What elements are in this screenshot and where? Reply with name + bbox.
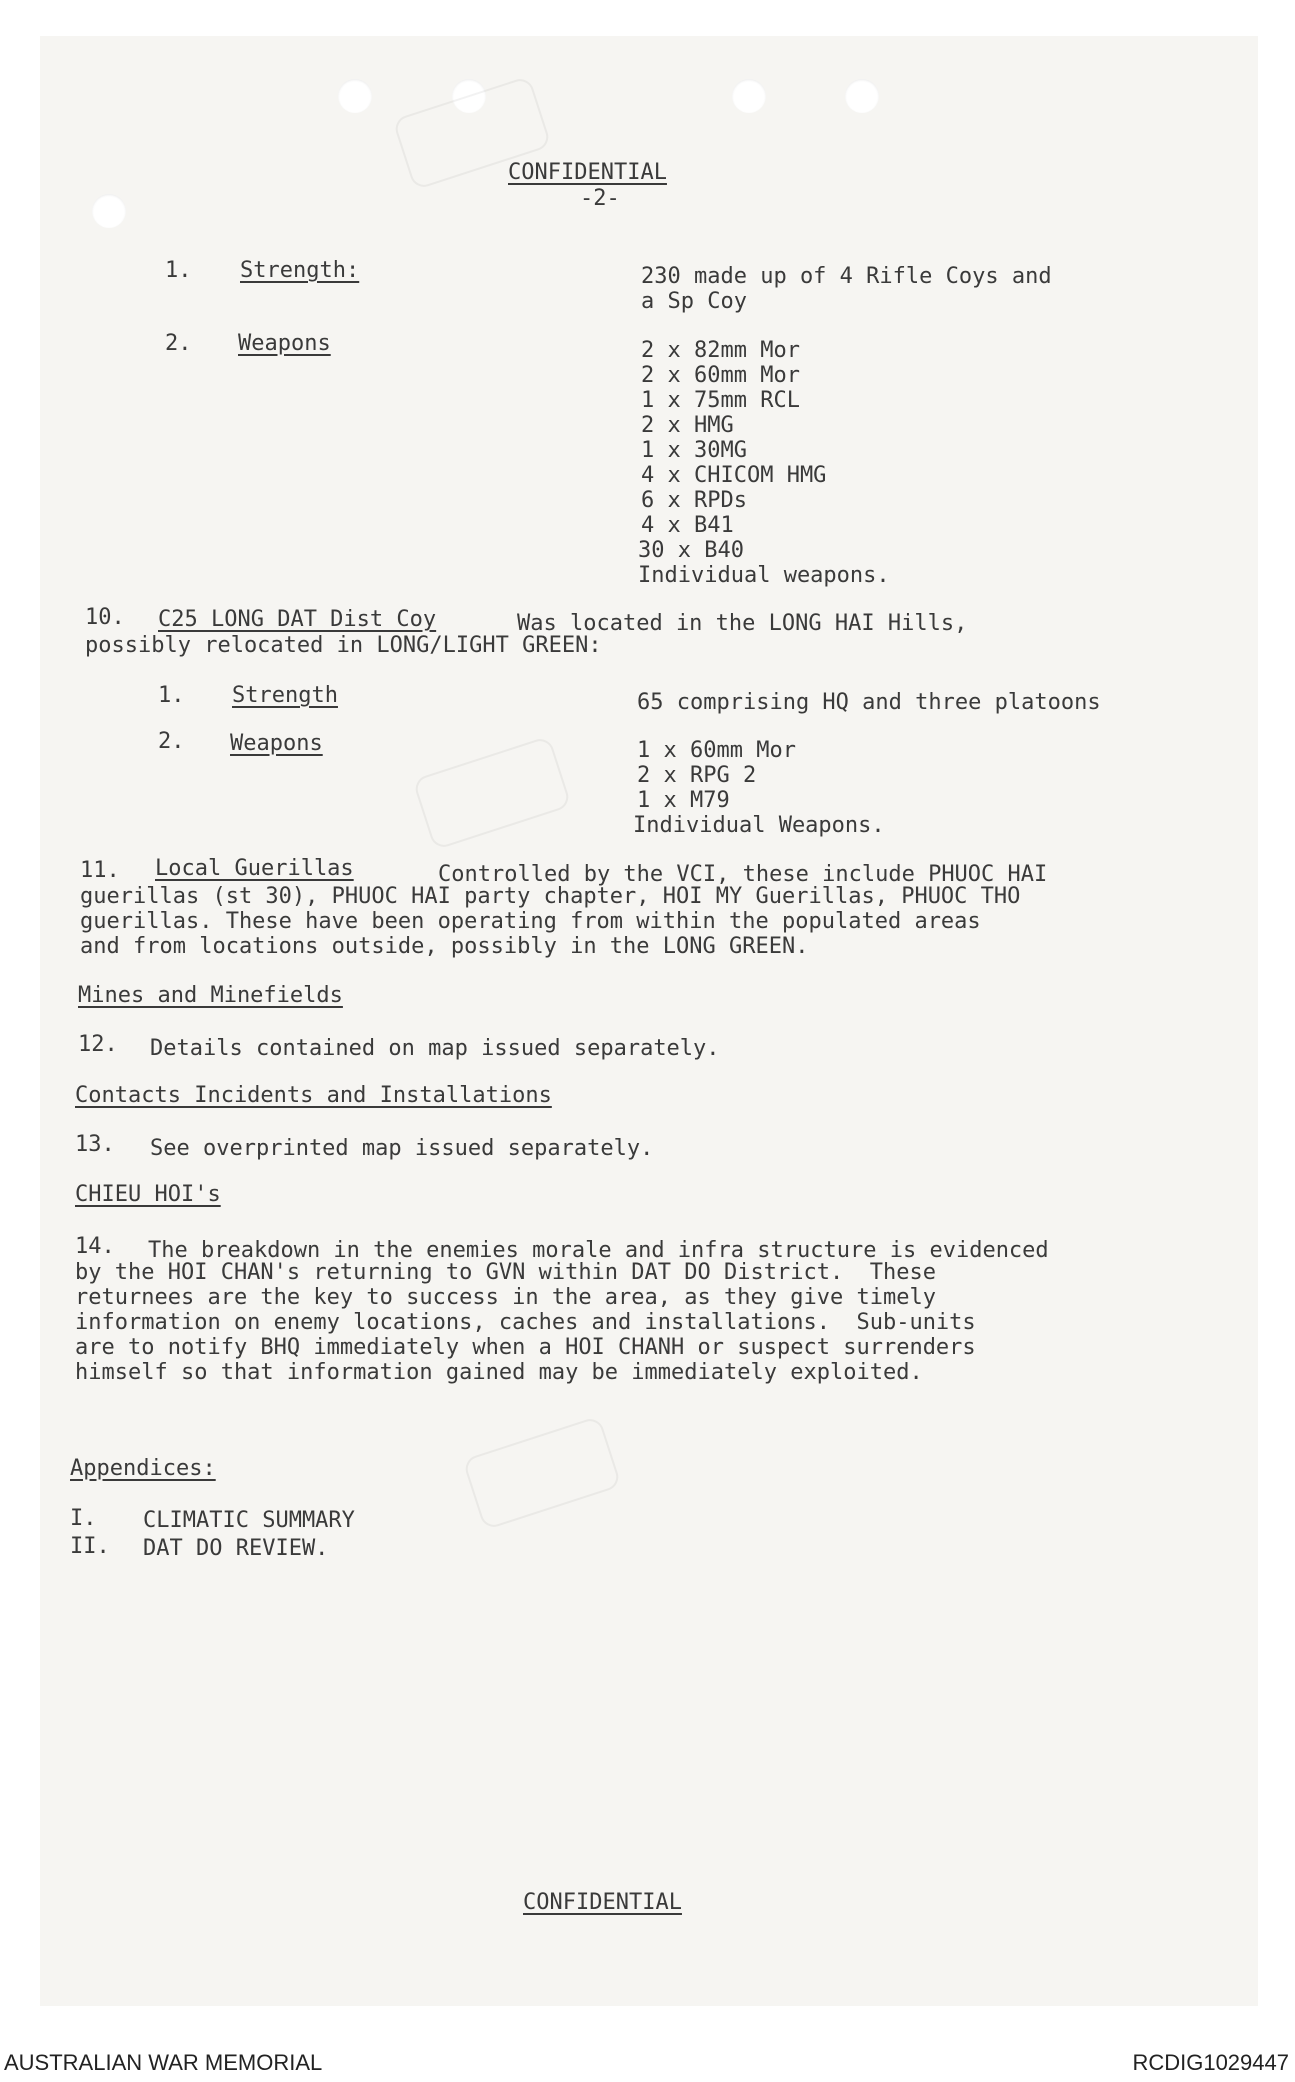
weapon-item: 1 x M79	[637, 788, 730, 813]
para11-title: Local Guerillas	[155, 856, 354, 881]
appendix-number: II.	[70, 1534, 110, 1559]
weapon-item: 4 x CHICOM HMG	[641, 463, 827, 488]
para10-strength-value: 65 comprising HQ and three platoons	[637, 690, 1101, 715]
weapon-item: 2 x HMG	[641, 413, 734, 438]
para10-strength-number: 1.	[158, 683, 185, 708]
contacts-text: See overprinted map issued separately.	[150, 1136, 654, 1161]
contacts-heading: Contacts Incidents and Installations	[75, 1083, 552, 1108]
contacts-number: 13.	[75, 1132, 115, 1157]
chieu-line: information on enemy locations, caches and installations. Sub-units	[75, 1310, 976, 1335]
punch-hole	[845, 79, 879, 113]
punch-hole	[732, 79, 766, 113]
weapon-item: 2 x 82mm Mor	[641, 338, 800, 363]
document-page	[40, 36, 1258, 2006]
para11-line: guerillas (st 30), PHUOC HAI party chapter, HOI MY Guerillas, PHUOC THO	[80, 884, 1021, 909]
weapon-item: Individual Weapons.	[633, 813, 885, 838]
classification-footer: CONFIDENTIAL	[523, 1890, 682, 1915]
weapon-item: 4 x B41	[641, 513, 734, 538]
classification-header: CONFIDENTIAL	[508, 160, 667, 185]
weapon-item: 1 x 60mm Mor	[637, 738, 796, 763]
para10-title: C25 LONG DAT Dist Coy	[158, 607, 437, 632]
strength-line: a Sp Coy	[641, 289, 747, 314]
weapons-label: Weapons	[238, 331, 331, 356]
weapons-number: 2.	[165, 331, 192, 356]
weapon-item: 2 x 60mm Mor	[641, 363, 800, 388]
chieu-line: The breakdown in the enemies morale and infra structure is evidenced	[148, 1238, 1049, 1263]
para10-text: Was located in the LONG HAI Hills,	[517, 611, 968, 636]
para11-number: 11.	[80, 858, 120, 883]
strength-line: 230 made up of 4 Rifle Coys and	[641, 264, 1052, 289]
chieu-line: are to notify BHQ immediately when a HOI CHANH or suspect surrenders	[75, 1335, 976, 1360]
strength-label: Strength:	[240, 258, 360, 283]
punch-hole	[338, 79, 372, 113]
archive-institution: AUSTRALIAN WAR MEMORIAL	[4, 2050, 323, 2075]
weapon-item: 1 x 75mm RCL	[641, 388, 800, 413]
appendix-label: CLIMATIC SUMMARY	[143, 1508, 355, 1533]
mines-number: 12.	[78, 1032, 118, 1057]
watermark	[462, 1416, 622, 1531]
para11-line: guerillas. These have been operating from within the populated areas	[80, 909, 981, 934]
punch-hole	[92, 194, 126, 228]
chieu-number: 14.	[75, 1234, 115, 1259]
chieu-line: returnees are the key to success in the area, as they give timely	[75, 1285, 936, 1310]
para11-line: and from locations outside, possibly in the LONG GREEN.	[80, 934, 809, 959]
appendix-label: DAT DO REVIEW.	[143, 1536, 329, 1561]
chieu-heading: CHIEU HOI's	[75, 1182, 221, 1207]
appendix-number: I.	[70, 1506, 97, 1531]
para11-line: Controlled by the VCI, these include PHUOC HAI	[438, 862, 1048, 887]
weapon-item: 1 x 30MG	[641, 438, 747, 463]
para10-number: 10.	[85, 605, 125, 630]
watermark	[412, 736, 572, 851]
strength-number: 1.	[165, 258, 192, 283]
weapon-item: Individual weapons.	[638, 563, 890, 588]
para10-weapons-number: 2.	[158, 729, 185, 754]
archive-item-id: RCDIG1029447	[1132, 2050, 1289, 2075]
weapon-item: 2 x RPG 2	[637, 763, 757, 788]
para10-strength-label: Strength	[232, 683, 338, 708]
para10-text: possibly relocated in LONG/LIGHT GREEN:	[85, 633, 602, 658]
mines-heading: Mines and Minefields	[78, 983, 343, 1008]
page-number: -2-	[580, 186, 620, 211]
weapon-item: 6 x RPDs	[641, 488, 747, 513]
mines-text: Details contained on map issued separately.	[150, 1036, 720, 1061]
weapon-item: 30 x B40	[638, 538, 744, 563]
para10-weapons-label: Weapons	[230, 731, 323, 756]
appendices-heading: Appendices:	[70, 1456, 216, 1481]
chieu-line: himself so that information gained may be immediately exploited.	[75, 1360, 923, 1385]
chieu-line: by the HOI CHAN's returning to GVN within DAT DO District. These	[75, 1260, 936, 1285]
